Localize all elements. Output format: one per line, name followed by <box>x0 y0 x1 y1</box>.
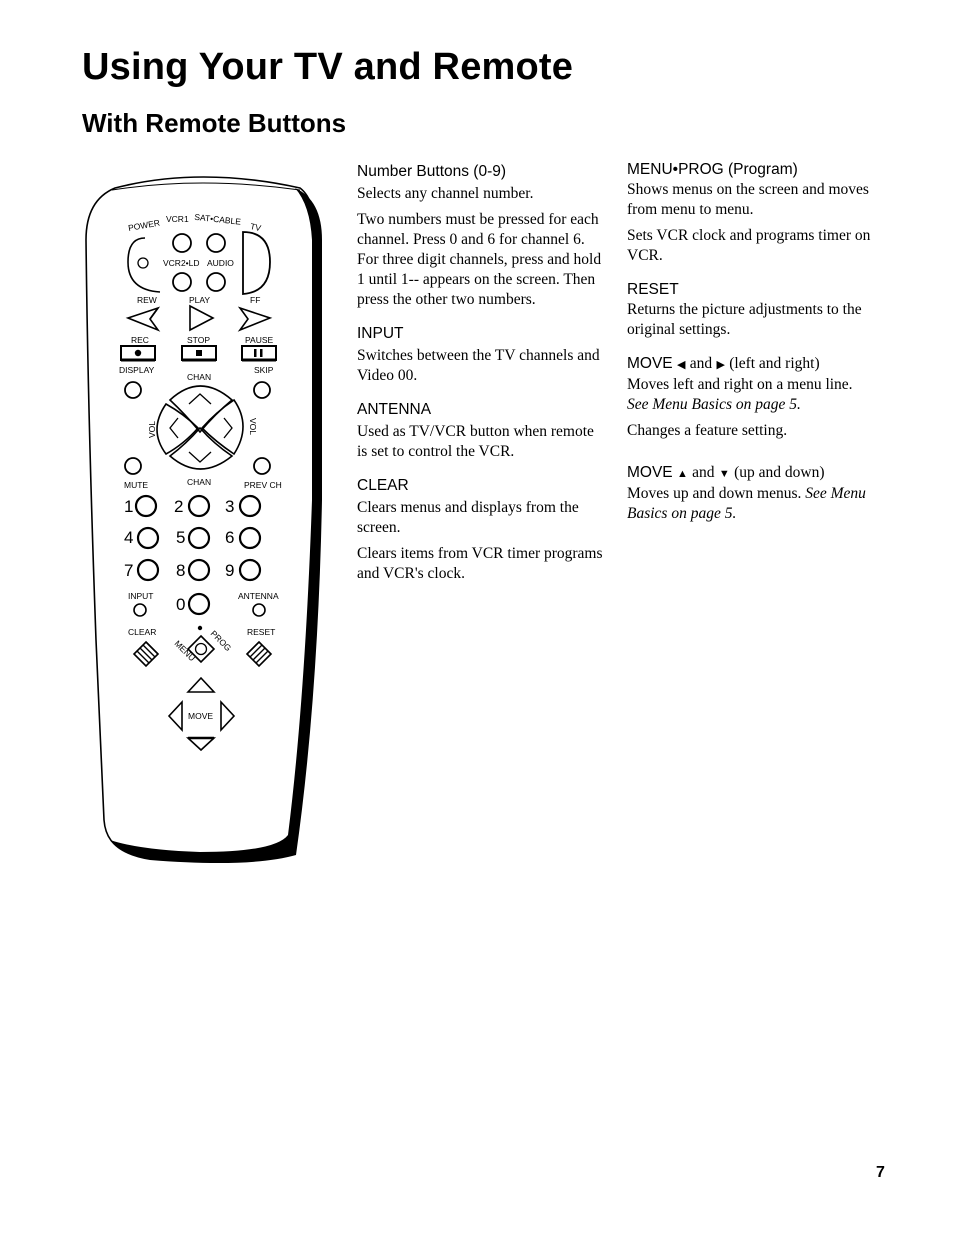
digit-4-label: 4 <box>124 528 134 547</box>
move-left-button[interactable] <box>169 702 182 730</box>
tv-label: TV <box>249 221 262 234</box>
mute-label: MUTE <box>124 480 149 490</box>
heading-move: MOVE <box>627 464 673 481</box>
chan-bottom-label: CHAN <box>187 477 212 487</box>
display-label: DISPLAY <box>119 365 155 375</box>
digit-7-label: 7 <box>124 561 134 580</box>
move-label: MOVE <box>188 711 214 721</box>
heading-and: and <box>692 464 715 481</box>
column-2 <box>627 160 877 538</box>
text-italic-reference: See Menu Basics on page 5. <box>627 396 801 413</box>
antenna-button[interactable] <box>253 604 265 616</box>
ff-button[interactable] <box>240 308 270 330</box>
section-text: Used as TV/VCR button when remote is set to control the VCR. <box>357 423 594 460</box>
digit-1-label: 1 <box>124 497 134 516</box>
section-heading: MENU•PROG (Program) <box>627 161 798 178</box>
section-text: Shows menus on the screen and moves from menu to menu. <box>627 181 869 218</box>
digit-3-button[interactable] <box>240 496 260 516</box>
digit-2-button[interactable] <box>189 496 209 516</box>
clear-label: CLEAR <box>128 627 157 637</box>
reset-label: RESET <box>247 627 276 637</box>
input-button[interactable] <box>134 604 146 616</box>
digit-5-label: 5 <box>176 528 186 547</box>
number-buttons-section <box>357 162 607 310</box>
vcr1-label: VCR1 <box>166 214 189 224</box>
vol-right-label: VOL <box>248 418 258 436</box>
clear-button[interactable] <box>134 642 158 666</box>
stop-button[interactable] <box>182 346 216 360</box>
ff-label: FF <box>250 295 261 305</box>
digit-2-label: 2 <box>174 497 184 516</box>
move-right-button[interactable] <box>221 702 234 730</box>
digit-3-label: 3 <box>225 497 235 516</box>
antenna-section <box>357 400 607 462</box>
tv-button[interactable] <box>243 232 270 294</box>
chan-down-button[interactable] <box>170 428 232 469</box>
input-label: INPUT <box>128 591 154 601</box>
right-arrow-icon: ▶ <box>716 359 725 371</box>
rew-label: REW <box>137 295 157 305</box>
reset-section <box>627 280 877 340</box>
pause-button[interactable] <box>242 346 276 360</box>
section-text: Selects any channel number. <box>357 185 534 202</box>
section-text: Returns the picture adjustments to the original settings. <box>627 301 862 338</box>
text-plain: Moves up and down menus. <box>627 485 802 502</box>
clear-section <box>357 476 607 584</box>
rew-button[interactable] <box>128 308 158 330</box>
vcr2-ld-label: VCR2•LD <box>163 258 200 268</box>
section-text <box>627 484 877 524</box>
page-number: 7 <box>876 1164 885 1181</box>
move-down-button[interactable] <box>188 738 214 750</box>
menu-label: MENU <box>172 638 198 664</box>
section-heading: CLEAR <box>357 477 409 494</box>
section-heading <box>627 463 877 484</box>
section-text: Switches between the TV channels and Video 00. <box>357 347 600 384</box>
sat-cable-label: SAT•CABLE <box>193 211 242 227</box>
move-up-button[interactable] <box>188 678 214 692</box>
rec-label: REC <box>131 335 149 345</box>
page-title: Using Your TV and Remote <box>82 46 574 88</box>
antenna-label: ANTENNA <box>238 591 279 601</box>
section-heading: Number Buttons (0-9) <box>357 163 507 180</box>
pause-label: PAUSE <box>245 335 274 345</box>
section-heading: RESET <box>627 281 679 298</box>
page-subtitle: With Remote Buttons <box>82 108 347 138</box>
sat-cable-button[interactable] <box>207 234 225 252</box>
vol-right-button[interactable] <box>202 400 243 454</box>
digit-4-button[interactable] <box>138 528 158 548</box>
digit-6-button[interactable] <box>240 528 260 548</box>
vol-left-label: VOL <box>147 420 157 438</box>
left-arrow-icon: ◀ <box>676 359 686 371</box>
remote-body-shadow <box>110 188 322 863</box>
power-key-bracket <box>128 238 160 292</box>
move-up-down-section <box>627 463 877 524</box>
prog-label: PROG <box>208 628 234 654</box>
section-text: Two numbers must be pressed for each channel. Press 0 and 6 for channel 6. For three digit channels, press and hold 1 until 1-- appears on the screen. Then press the other two numbers. <box>357 211 602 308</box>
input-section <box>357 324 607 386</box>
column-1 <box>357 160 607 598</box>
mute-button[interactable] <box>125 458 141 474</box>
down-arrow-icon: ▼ <box>718 468 730 480</box>
section-text <box>627 375 877 415</box>
play-button[interactable] <box>190 306 213 330</box>
rec-button[interactable] <box>121 346 155 360</box>
play-label: PLAY <box>189 295 211 305</box>
digit-0-label: 0 <box>176 595 186 614</box>
section-heading <box>627 354 877 375</box>
power-button[interactable] <box>138 258 148 268</box>
display-button[interactable] <box>125 382 141 398</box>
digit-6-label: 6 <box>225 528 235 547</box>
prev-ch-button[interactable] <box>254 458 270 474</box>
reset-button[interactable] <box>247 642 271 666</box>
digit-7-button[interactable] <box>138 560 158 580</box>
vcr2-ld-button[interactable] <box>173 273 191 291</box>
text-plain: Moves left and right on a menu line. <box>627 376 853 393</box>
skip-button[interactable] <box>254 382 270 398</box>
digit-5-button[interactable] <box>189 528 209 548</box>
vcr1-button[interactable] <box>173 234 191 252</box>
heading-and: and <box>689 355 713 372</box>
section-heading: ANTENNA <box>357 401 432 418</box>
power-label: POWER <box>127 217 161 234</box>
menu-prog-dot <box>198 626 202 630</box>
digit-0-button[interactable] <box>189 594 209 614</box>
move-left-right-section <box>627 354 877 441</box>
digit-1-button[interactable] <box>136 496 156 516</box>
digit-9-button[interactable] <box>240 560 260 580</box>
skip-label: SKIP <box>254 365 274 375</box>
vol-left-button[interactable] <box>157 404 198 454</box>
stop-label: STOP <box>187 335 210 345</box>
heading-rest: (left and right) <box>729 355 820 372</box>
audio-button[interactable] <box>207 273 225 291</box>
section-text: Clears items from VCR timer programs and VCR's clock. <box>357 545 603 582</box>
section-text: Sets VCR clock and programs timer on VCR. <box>627 227 871 264</box>
section-text: Clears menus and displays from the screen. <box>357 499 579 536</box>
digit-9-label: 9 <box>225 561 235 580</box>
digit-8-button[interactable] <box>189 560 209 580</box>
remote-control-illustration <box>80 170 330 870</box>
text-italic-reference: See Menu Basics on page 5. <box>627 485 866 522</box>
prev-ch-label: PREV CH <box>244 480 282 490</box>
heading-move: MOVE <box>627 355 673 372</box>
chan-top-label: CHAN <box>187 372 212 382</box>
section-text: Changes a feature setting. <box>627 422 788 439</box>
menu-prog-section <box>627 160 877 266</box>
digit-8-label: 8 <box>176 561 186 580</box>
heading-rest: (up and down) <box>734 464 825 481</box>
up-arrow-icon: ▲ <box>676 468 688 480</box>
section-heading: INPUT <box>357 325 404 342</box>
audio-label: AUDIO <box>207 258 234 268</box>
